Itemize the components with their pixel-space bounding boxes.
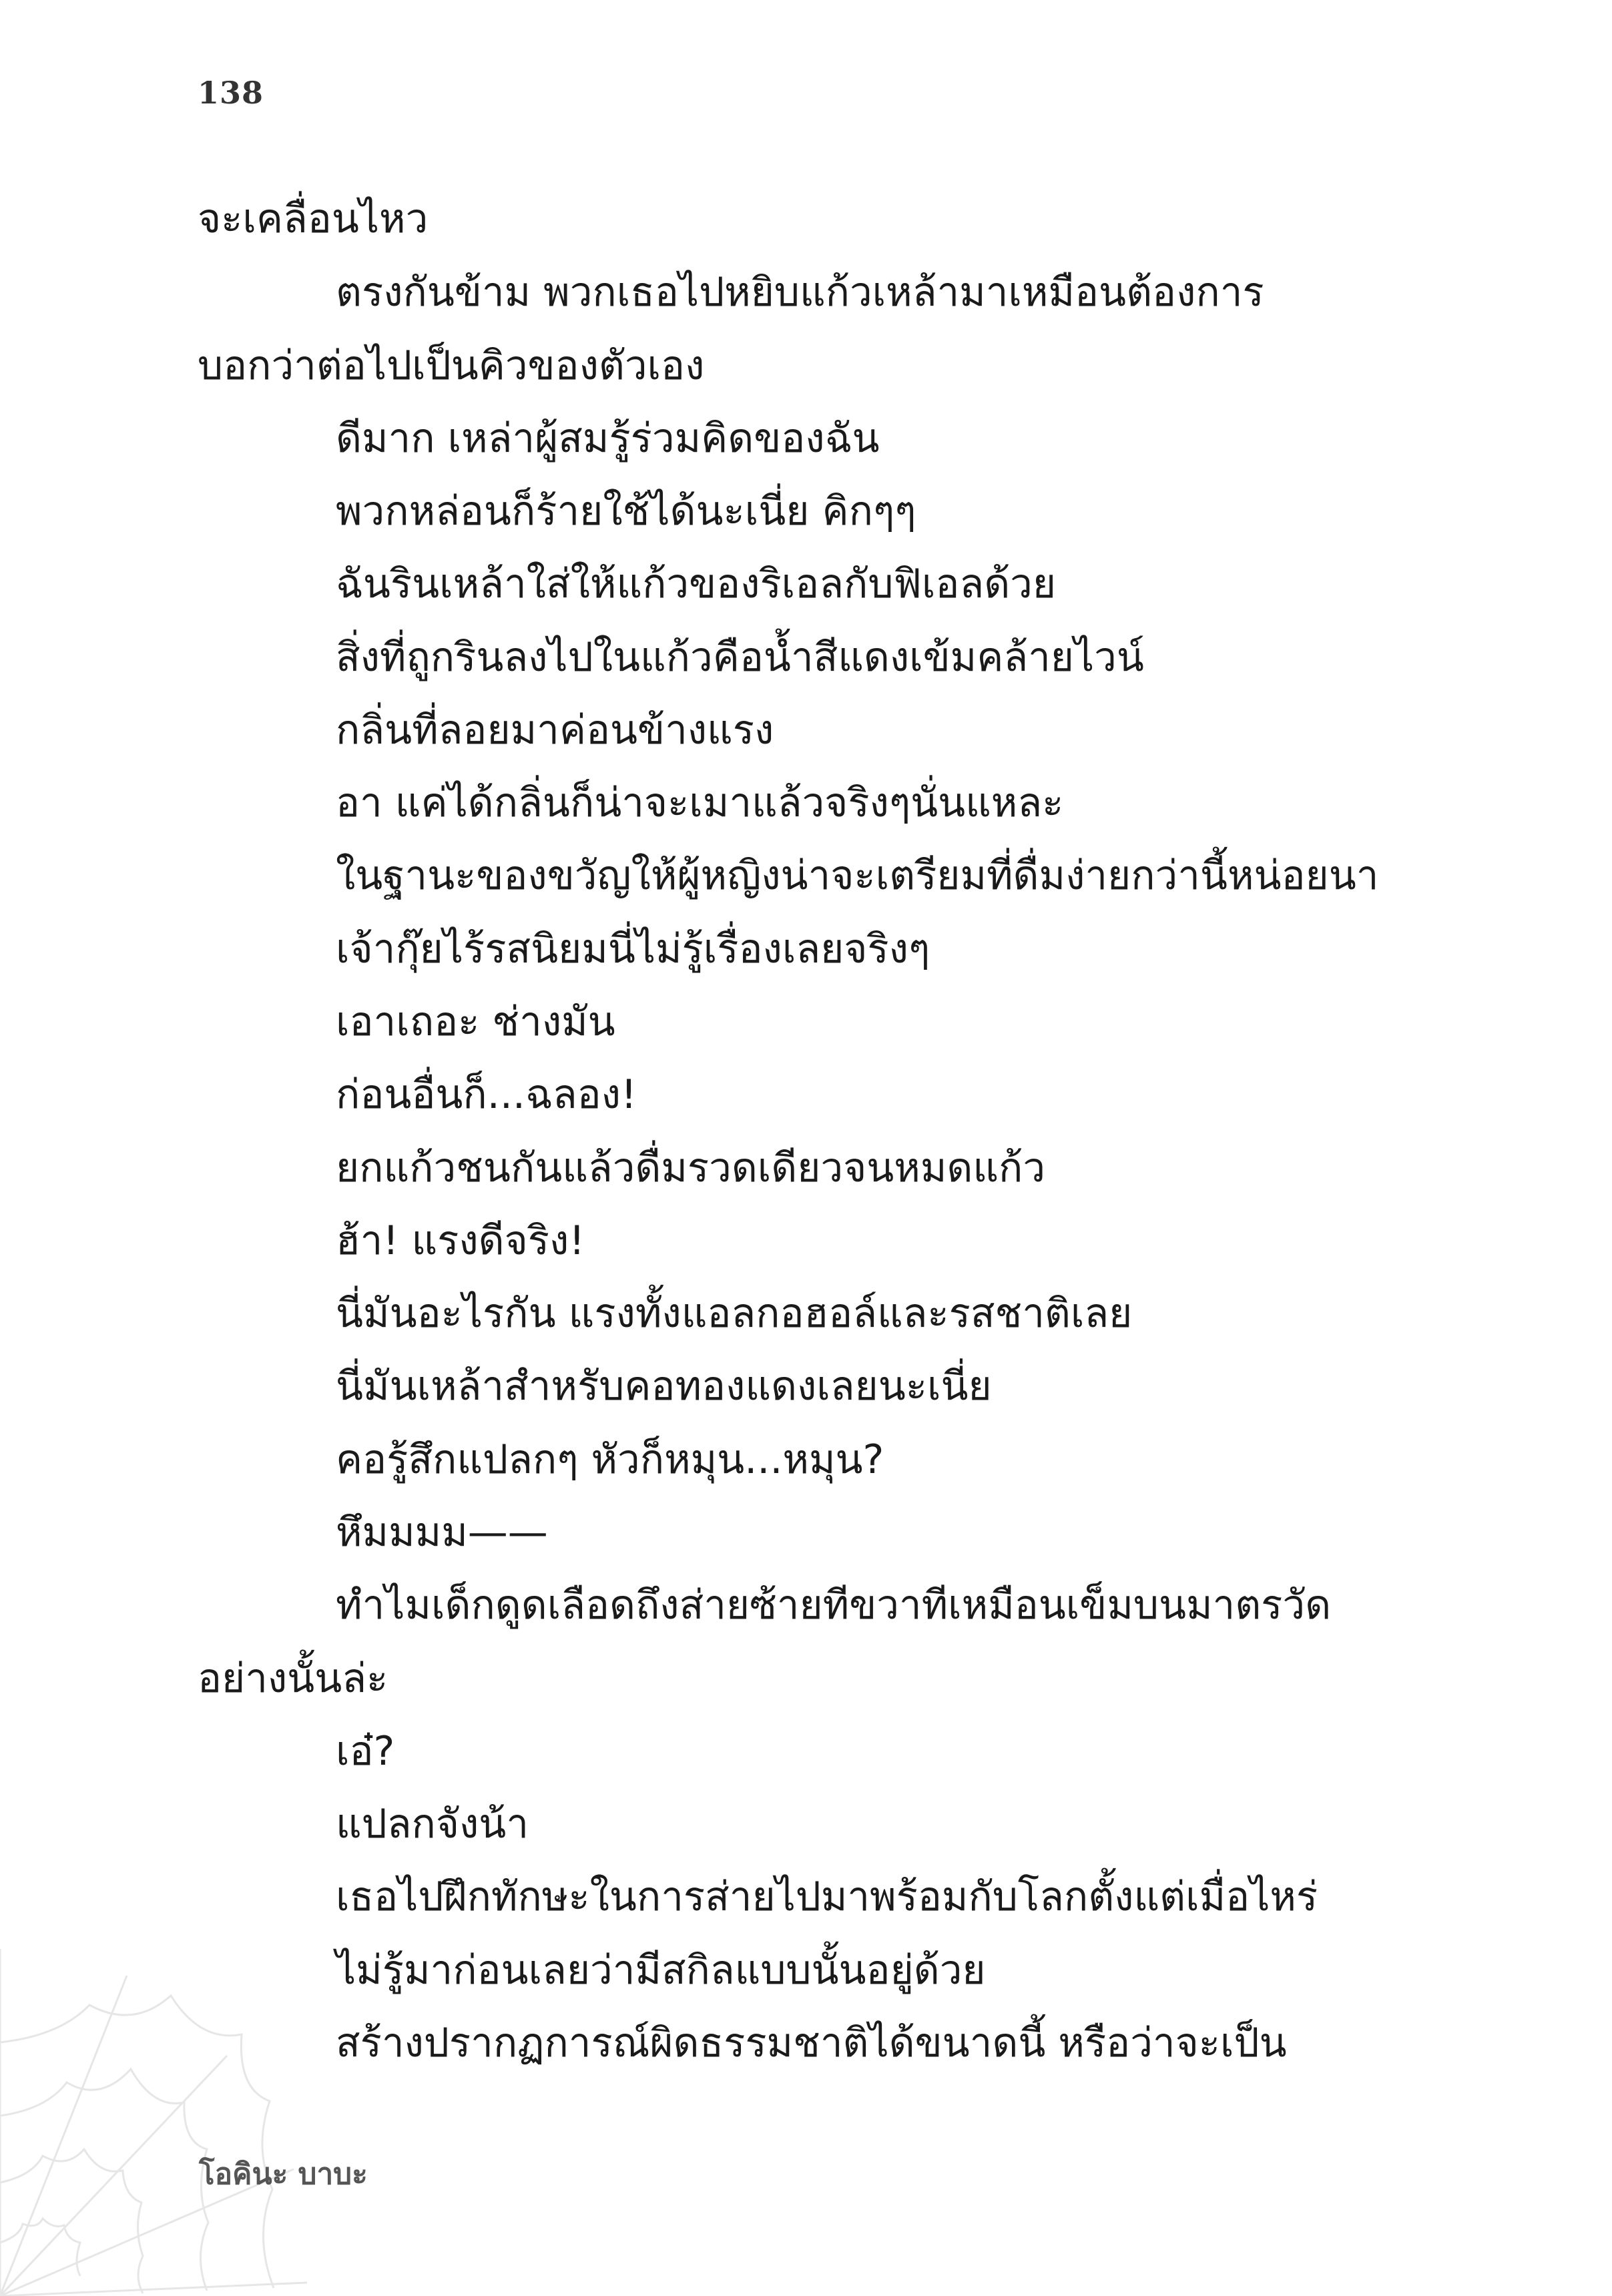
text-line: นี่มันเหล้าสำหรับคอทองแดงเลยนะเนี่ย <box>336 1363 992 1410</box>
text-line: นี่มันอะไรกัน แรงทั้งแอลกอฮอล์และรสชาติเลย <box>336 1290 1133 1337</box>
text-line: อา แค่ได้กลิ่นก็น่าจะเมาแล้วจริงๆนั่นแหละ <box>336 780 1064 826</box>
text-line: หึมมมม—— <box>336 1509 548 1556</box>
text-line: ยกแก้วชนกันแล้วดื่มรวดเดียวจนหมดแก้ว <box>336 1145 1046 1191</box>
text-line: กลิ่นที่ลอยมาค่อนข้างแรง <box>336 707 774 754</box>
text-line: ดีมาก เหล่าผู้สมรู้ร่วมคิดของฉัน <box>336 415 880 462</box>
text-line: เธอไปฝึกทักษะในการส่ายไปมาพร้อมกับโลกตั้งแต่เมื่อไหร่ <box>336 1874 1318 1920</box>
text-line: แปลกจังน้า <box>336 1801 529 1847</box>
text-line: สิ่งที่ถูกรินลงไปในแก้วคือน้ำสีแดงเข้มคล้ายไวน์ <box>336 634 1144 681</box>
text-line: ตรงกันข้าม พวกเธอไปหยิบแก้วเหล้ามาเหมือนต้องการ <box>336 269 1264 316</box>
text-line: ก่อนอื่นก็...ฉลอง! <box>336 1071 637 1118</box>
text-line: พวกหล่อนก็ร้ายใช้ได้นะเนี่ย คิกๆๆ <box>336 488 916 535</box>
text-line: อย่างนั้นล่ะ <box>198 1655 388 1702</box>
text-line: ในฐานะของขวัญให้ผู้หญิงน่าจะเตรียมที่ดื่มง่ายกว่านี้หน่อยนา <box>336 852 1379 899</box>
text-line: คอรู้สึกแปลกๆ หัวก็หมุน...หมุน? <box>336 1436 884 1483</box>
text-line: เจ้ากุ๊ยไร้รสนิยมนี่ไม่รู้เรื่องเลยจริงๆ <box>336 926 930 972</box>
text-line: ทำไมเด็กดูดเลือดถึงส่ายซ้ายทีขวาทีเหมือนเข็มบนมาตรวัด <box>336 1582 1332 1629</box>
text-line: เอาเถอะ ช่างมัน <box>336 998 615 1045</box>
author-name: โอคินะ บาบะ <box>199 2157 368 2191</box>
text-line: ไม่รู้มาก่อนเลยว่ามีสกิลแบบนั้นอยู่ด้วย <box>336 1947 986 1994</box>
text-line: ฉันรินเหล้าใส่ให้แก้วของริเอลกับฟิเอลด้วย <box>336 561 1057 607</box>
text-line: บอกว่าต่อไปเป็นคิวของตัวเอง <box>198 342 705 389</box>
spider-web-icon <box>0 1949 307 2296</box>
text-line: จะเคลื่อนไหว <box>198 196 429 242</box>
text-line: ฮ้า! แรงดีจริง! <box>336 1217 585 1264</box>
page-number: 138 <box>198 75 264 111</box>
text-line: สร้างปรากฏการณ์ผิดธรรมชาติได้ขนาดนี้ หรือว่าจะเป็น <box>336 2020 1287 2066</box>
text-line: เอ๋? <box>336 1728 395 1775</box>
